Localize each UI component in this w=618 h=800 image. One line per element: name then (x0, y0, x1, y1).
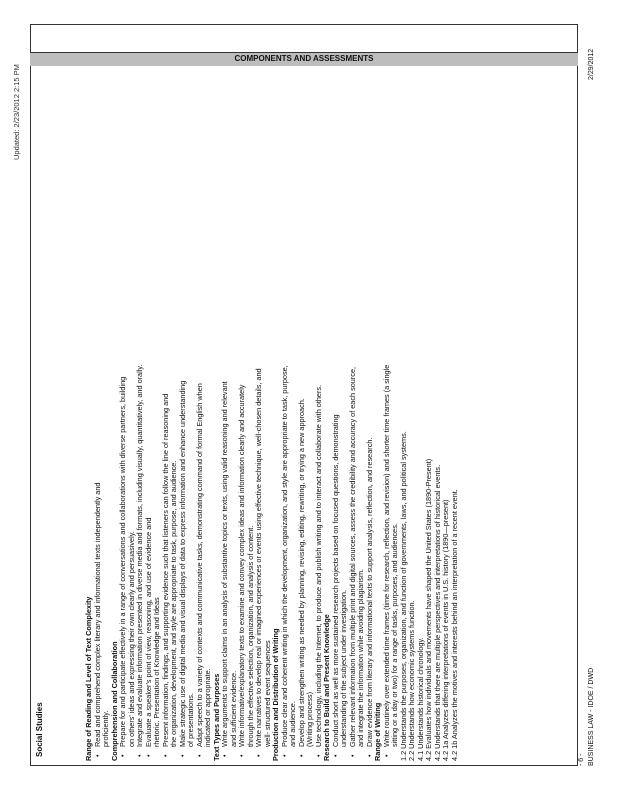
bullet-icon: • (194, 754, 204, 757)
bullet-icon: • (279, 754, 289, 757)
standard-item (451, 29, 460, 761)
bullet-icon: • (296, 754, 306, 757)
line-text: Use technology, including the Internet, to produce and publish writing and to interact and collaborate with others. (313, 384, 323, 747)
line-text: Text Types and Purposes (211, 673, 221, 761)
line-text: Write narratives to develop real or imagined experiences or events using effective technique, well-chosen details, and (254, 368, 263, 747)
line-text: Produce clear and coherent writing in which the development, organization, and style are appropriate to task, purpose, (279, 365, 289, 747)
line-text: and sufficient evidence. (228, 670, 238, 747)
bullet-icon: • (313, 754, 323, 757)
bullet-icon: • (254, 754, 263, 757)
line-text: of presentations. (186, 693, 195, 747)
bullet-icon: • (160, 754, 170, 757)
bullet-icon: • (118, 754, 127, 757)
updated-timestamp: Updated: 2/23/2012 2:15 PM (12, 64, 21, 160)
line-text: rhetoric. Presentation of Knowledge and Ideas (152, 597, 161, 747)
line-text: Range of Reading and Level of Text Complexity (84, 596, 93, 761)
bullet-icon: • (364, 754, 374, 757)
line-text: 4.2 Evaluates how individuals and movements have shaped the United States (1890-Present) (424, 458, 433, 761)
bullet-line (281, 29, 290, 761)
line-text: on others' ideas and expressing their own clearly and persuasively. (126, 531, 136, 747)
standards-table (30, 24, 578, 766)
bullet-line (221, 29, 230, 761)
line-text: sitting or a day or two) for a range of tasks, purposes, and audiences. (390, 523, 399, 747)
footer-page-number: - 6 - (578, 753, 585, 766)
line-text: Integrate and evaluate information presented in diverse media and formats, including visually, quantitatively, and orally. (135, 364, 144, 747)
line-text: and integrate the information while avoiding plagiarism. (356, 568, 365, 747)
line-text: the organization, development, and style are appropriate to task, purpose, and audience. (169, 460, 178, 747)
line-text: Research to Build and Present Knowledge (322, 614, 331, 761)
line-text: Write informative/explanatory texts to examine and convey complex ideas and information clearly and accurately (237, 384, 246, 747)
bullet-line (204, 29, 213, 761)
line-text: Make strategic use of digital media and visual displays of data to express information and enhance understanding (177, 380, 187, 747)
footer-date: 2/29/2012 (588, 48, 595, 80)
line-text: Production and Distribution of Writing (271, 628, 280, 761)
line-text: Prepare for and participate effectively in a range of conversations and collaborations with diverse partners, building (118, 376, 127, 747)
line-text: Write arguments to support claims in an analysis of substantive topics or texts, using valid reasoning and relevant (220, 381, 229, 747)
bullet-line (94, 29, 103, 761)
line-text: 1.2 Understands the purposes, organization, and function of governments, laws, and political systems. (398, 431, 408, 761)
bullet-icon: • (330, 754, 340, 757)
line-text: Write routinely over extended time frames (time for research, reflection, and revision) and shorter time frames (a single (381, 364, 391, 747)
line-text: Comprehension and Collaboration (109, 641, 119, 761)
bullet-icon: • (135, 754, 144, 757)
subject-label: Social Studies (35, 702, 44, 757)
line-text: Range of Writing (373, 702, 382, 761)
line-text: Draw evidence from literary and informational texts to support analysis, reflection, and research. (364, 437, 374, 747)
line-text: indicated or appropriate. (203, 668, 212, 747)
line-text: understanding of the subject under investigation. (339, 590, 348, 747)
line-text: Conduct short as well as more sustained research projects based on focused questions, demonstrating (330, 414, 340, 747)
section-band (30, 52, 578, 66)
bullet-line (298, 29, 307, 761)
bullet-icon: • (347, 754, 357, 757)
line-text: 4.2 1a Analyzes differing interpretations of events in U.S. history (1890—present) (441, 499, 450, 761)
line-text: 4.2 1b Analyzes the motives and interests behind an interpretation of a recent event. (449, 489, 459, 761)
section-band-label: COMPONENTS AND ASSESSMENTS (234, 54, 374, 63)
line-text: and audience. (288, 701, 297, 747)
bullet-line (179, 29, 188, 761)
line-text: Develop and strengthen writing as needed by planning, revising, editing, rewriting, or trying a new approach. (296, 398, 306, 747)
line-text: (Writing process) (305, 691, 314, 747)
bullet-icon: • (220, 754, 229, 757)
line-text: Evaluate a speaker's point of view, reasoning, and use of evidence and (143, 517, 153, 747)
line-text: 2.2 Understands how economic systems function. (407, 600, 416, 761)
standards-content (85, 29, 459, 761)
line-text: through the effective selection, organization, and analysis of content. (245, 525, 255, 747)
line-text: Adapt speech to a variety of contexts and communicative tasks, demonstrating command of formal English when (194, 383, 204, 747)
bullet-line (366, 29, 375, 761)
line-text: 4.2 Understands that there are multiple perspectives and interpretations of historical events. (432, 464, 442, 761)
bullet-line (196, 29, 205, 761)
line-text: Gather relevant information from multiple print and digital sources, assess the credibility and accuracy of each source, (347, 366, 357, 747)
line-text: Present information, findings, and supporting evidence such that listeners can follow the line of reasoning and (160, 393, 170, 747)
footer-course: BUSINESS LAW - IDOE / DWD (588, 667, 595, 766)
bullet-icon: • (381, 754, 391, 757)
bullet-icon: • (92, 754, 102, 757)
bullet-icon: • (177, 754, 187, 757)
bullet-icon: • (237, 754, 246, 757)
line-text: Read and comprehend complex literary and informational texts independently and (92, 482, 102, 747)
line-text: 4.1 Understands historical chronology. (415, 637, 425, 761)
line-text: proficiently. (101, 710, 110, 747)
line-text: well- structured event sequences (262, 640, 272, 747)
bullet-icon: • (143, 754, 153, 757)
